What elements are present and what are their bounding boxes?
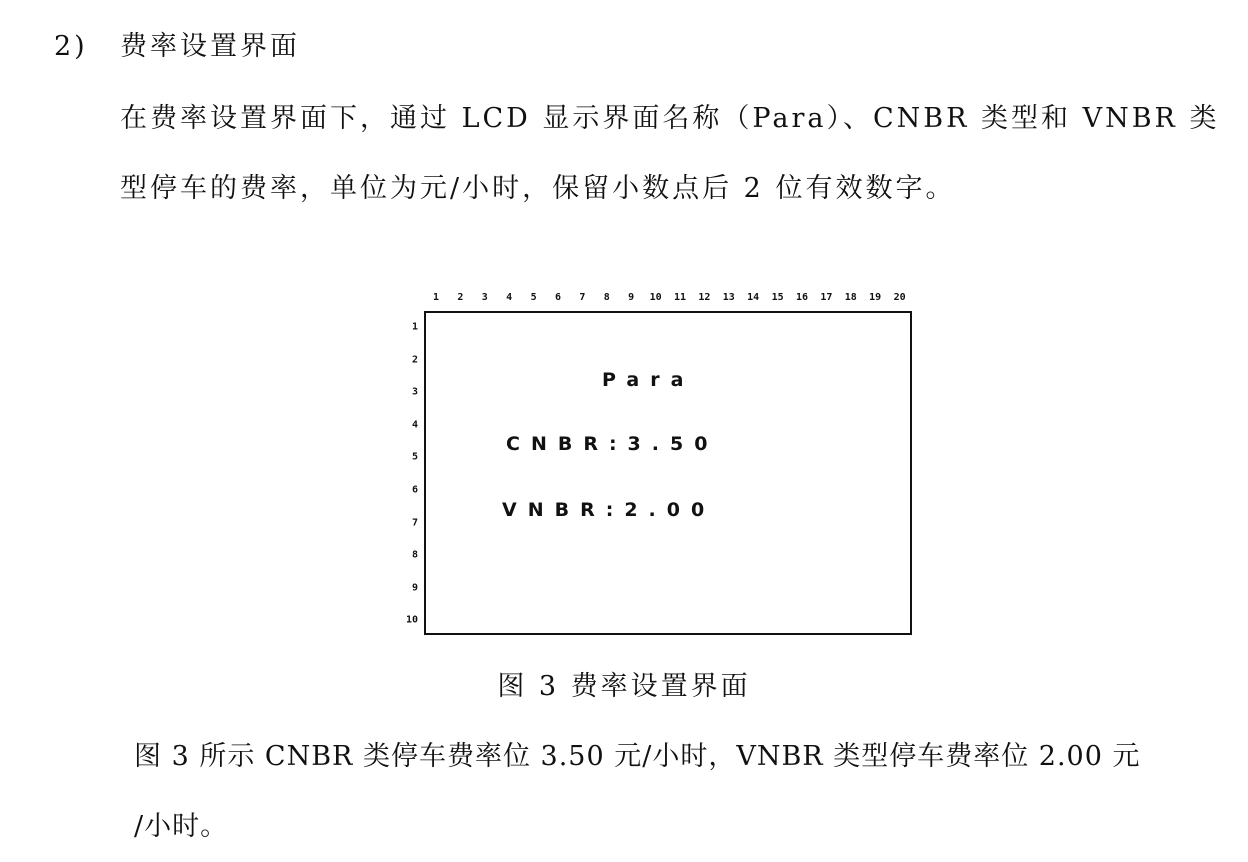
lcd-column-number: 18: [844, 292, 857, 303]
lcd-column-number: 6: [554, 292, 562, 303]
lcd-row-number: 5: [411, 451, 418, 463]
lcd-column-numbers: [424, 292, 910, 306]
lcd-column-number: 14: [747, 292, 760, 303]
lcd-column-number: 2: [457, 292, 464, 303]
lcd-row-number: 7: [411, 517, 418, 529]
lcd-row-numbers: [400, 311, 422, 635]
lcd-column-number: 12: [698, 292, 711, 303]
description-line-1: 图 3 所示 CNBR 类停车费率位 3.50 元/小时，VNBR 类型停车费率位 2.00 元: [134, 741, 1141, 772]
section-heading: [54, 24, 300, 63]
lcd-column-number: 1: [432, 292, 440, 303]
lcd-column-number: 19: [869, 292, 882, 303]
lcd-column-number: 5: [530, 292, 537, 303]
lcd-figure: [400, 292, 916, 638]
lcd-screen: [424, 311, 912, 635]
section-number: 2): [54, 31, 88, 62]
lcd-row-number: 3: [411, 386, 418, 398]
lcd-column-number: 9: [628, 292, 635, 303]
lcd-column-number: 3: [481, 292, 488, 303]
lcd-row-number: 8: [411, 549, 418, 561]
lcd-column-number: 11: [673, 292, 687, 303]
lcd-column-number: 8: [603, 292, 610, 303]
lcd-row-number: 1: [411, 321, 418, 333]
description-line-2: /小时。: [134, 811, 229, 842]
paragraph-line-1: 在费率设置界面下，通过 LCD 显示界面名称（Para）、CNBR 类型和 VNBR 类: [120, 103, 1220, 134]
lcd-title: Para: [602, 369, 695, 391]
lcd-column-number: 7: [579, 292, 586, 303]
lcd-column-number: 20: [893, 292, 906, 303]
lcd-row-number: 9: [411, 582, 418, 594]
lcd-row-number: 2: [411, 354, 418, 366]
lcd-column-number: 13: [722, 292, 735, 303]
lcd-column-number: 16: [795, 292, 809, 303]
lcd-row-number: 6: [411, 484, 418, 496]
paragraph-line-2: 型停车的费率，单位为元/小时，保留小数点后 2 位有效数字。: [120, 173, 956, 204]
figure-caption: 图 3 费率设置界面: [497, 671, 751, 702]
lcd-column-number: 17: [820, 292, 833, 303]
lcd-row-number: 4: [411, 419, 418, 431]
lcd-column-number: 15: [771, 292, 784, 303]
lcd-cnbr-rate: CNBR:3.50: [506, 433, 719, 455]
lcd-row-number: 10: [405, 614, 418, 626]
lcd-vnbr-rate: VNBR:2.00: [502, 499, 716, 521]
lcd-column-number: 4: [506, 292, 513, 303]
section-title: 费率设置界面: [120, 31, 300, 62]
lcd-column-number: 10: [649, 292, 662, 303]
